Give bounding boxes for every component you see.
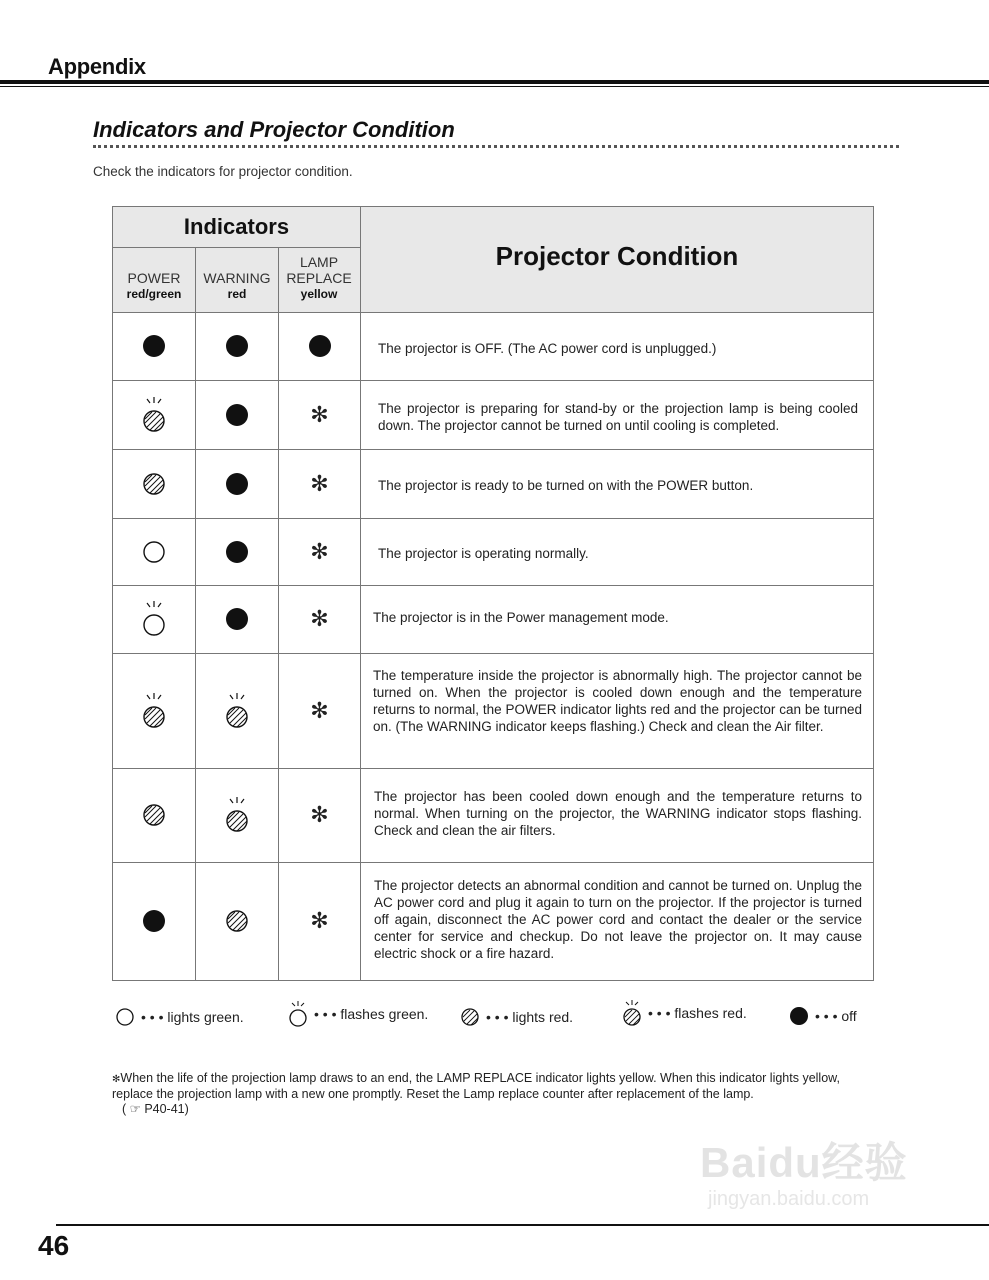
flash-green-indicator-icon (288, 1000, 308, 1028)
condition-text: The projector is preparing for stand-by or the projection lamp is being cooled down. The projector cannot be turned on until cooling is completed. (378, 401, 858, 433)
power-indicator-flash-red-icon (113, 653, 195, 768)
watermark-logo: Baidu经验 (700, 1139, 908, 1186)
off-indicator-icon (789, 1006, 809, 1026)
lamp-indicator-off-icon (279, 312, 360, 380)
watermark-url: jingyan.baidu.com (708, 1188, 870, 1210)
column-header-power (113, 270, 195, 302)
power-indicator-off-icon (113, 862, 195, 980)
header-rule-thin (0, 86, 989, 87)
condition-heading: Projector Condition (495, 241, 739, 271)
section-header: Appendix (48, 54, 146, 79)
legend-flashes-green (288, 1000, 428, 1028)
warning-indicator-off-icon (196, 585, 278, 653)
footnote-text: When the life of the projection lamp draws to an end, the LAMP REPLACE indicator lights yellow. When this indicator lights yellow, replace the projection lamp with a new one promptly. Reset the Lamp replace counter after replacement of the lamp. (112, 1071, 840, 1101)
intro-text: Check the indicators for projector condition. (93, 164, 353, 179)
footnote (112, 1071, 852, 1102)
legend-label: • • • lights green. (141, 1009, 244, 1025)
page-number: 46 (38, 1230, 70, 1261)
legend-label: • • • flashes red. (648, 1005, 747, 1021)
grid-line (113, 247, 360, 248)
column-color-power: red/green (126, 287, 182, 301)
warning-indicator-red-icon (196, 862, 278, 980)
lamp-indicator-star-icon: ✻ (310, 802, 329, 827)
page-title: Indicators and Projector Condition (93, 117, 455, 142)
power-indicator-flash-green-icon (113, 585, 195, 653)
power-indicator-red-icon (113, 449, 195, 518)
legend-label: • • • off (815, 1008, 857, 1024)
column-header-warning (196, 270, 278, 302)
flash-red-indicator-icon (622, 999, 642, 1027)
warning-indicator-off-icon (196, 518, 278, 585)
lamp-indicator-star-icon: ✻ (310, 908, 329, 933)
red-indicator-icon (460, 1007, 480, 1027)
indicators-heading: Indicators (183, 214, 290, 239)
header-rule (0, 80, 989, 84)
power-indicator-flash-red-icon (113, 380, 195, 449)
power-indicator-off-icon (113, 312, 195, 380)
condition-text: The projector is OFF. (The AC power cord is unplugged.) (378, 341, 717, 356)
condition-text: The projector detects an abnormal condition and cannot be turned on. Unplug the AC power cord and plug it again to turn on the projector. If the projector is turned off again, disconnect the AC power cord and contact the dealer or the service center for service and checkup. Do not leave the projector on. It may cause electric shock or a fire hazard. (374, 878, 862, 961)
footer-rule (56, 1224, 989, 1226)
power-indicator-red-icon (113, 768, 195, 862)
legend-off (789, 1006, 857, 1026)
lamp-indicator-star-icon: ✻ (310, 538, 329, 564)
title-dotted-divider (93, 145, 899, 148)
column-header-lamp (284, 254, 354, 302)
lamp-indicator-star-icon: ✻ (310, 470, 329, 496)
footnote-page-reference: ( ☞ P40-41) (122, 1102, 189, 1116)
column-color-warning: red (227, 287, 247, 301)
column-name-lamp: LAMP REPLACE (286, 254, 352, 286)
condition-text: The projector is in the Power management mode. (373, 610, 669, 625)
lamp-indicator-star-icon: ✻ (310, 401, 329, 427)
power-indicator-green-icon (113, 518, 195, 585)
condition-text: The temperature inside the projector is abnormally high. The projector cannot be turned on. When the projector is cooled down enough and the temperature returns to normal, the POWER indicator lights red and the projector can be turned on. (The WARNING indicator keeps flashing.) Check and clean the Air filter. (373, 668, 862, 734)
condition-text: The projector is operating normally. (378, 546, 589, 561)
column-color-lamp: yellow (300, 287, 338, 301)
lamp-indicator-star-icon: ✻ (310, 697, 329, 723)
legend-lights-red (460, 1007, 573, 1027)
warning-indicator-off-icon (196, 312, 278, 380)
footnote-star-icon: ✻ (112, 1074, 121, 1085)
indicator-table (112, 206, 874, 981)
legend-label: • • • lights red. (486, 1009, 574, 1025)
column-name-power: POWER (127, 270, 181, 286)
column-name-warning: WARNING (203, 270, 271, 286)
condition-text: The projector has been cooled down enough and the temperature returns to normal. When turning on the projector, the WARNING indicator stops flashing. Check and clean the air filters. (374, 789, 862, 838)
grid-line (360, 207, 361, 980)
legend-flashes-red (622, 999, 747, 1027)
legend-lights-green (115, 1007, 244, 1027)
warning-indicator-off-icon (196, 380, 278, 449)
lamp-indicator-star-icon: ✻ (310, 606, 329, 631)
legend-label: • • • flashes green. (314, 1006, 429, 1022)
warning-indicator-flash-red-icon (196, 653, 278, 768)
warning-indicator-flash-red-icon (196, 768, 278, 862)
green-indicator-icon (115, 1007, 135, 1027)
condition-text: The projector is ready to be turned on with the POWER button. (378, 478, 754, 493)
warning-indicator-off-icon (196, 449, 278, 518)
